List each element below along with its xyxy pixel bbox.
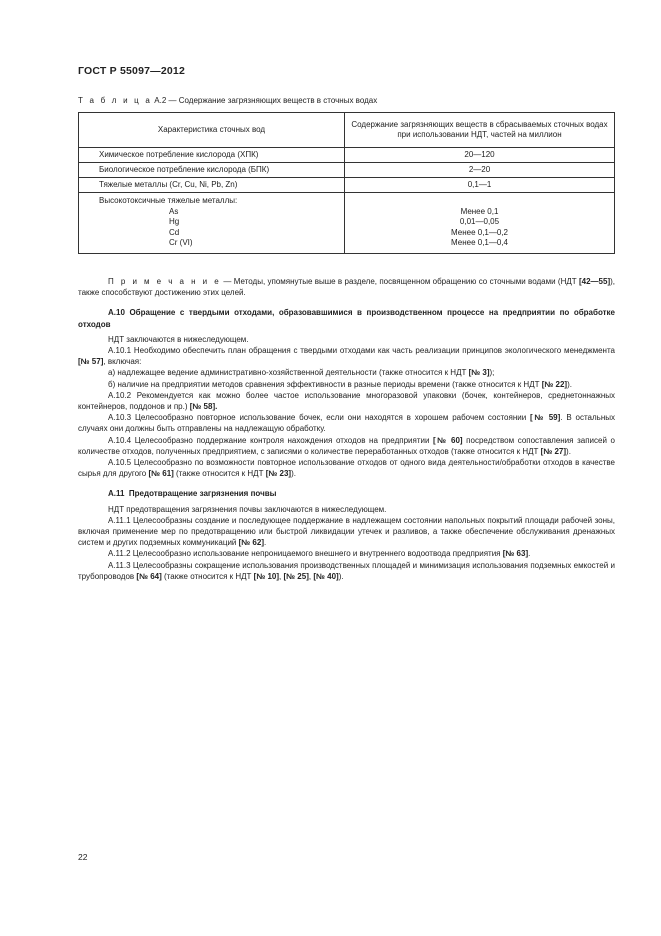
table-row xyxy=(79,148,615,163)
paragraph: А.10.3 Целесообразно повторное использование бочек, если они находятся в хорошем рабочем состоянии [№ 59]. В остальных случаях они должны быть отправлены на надлежащую обработку. xyxy=(78,413,616,434)
table-row xyxy=(79,178,615,193)
table-cell-value: 0,1—1 xyxy=(345,178,615,193)
metal-name: As xyxy=(169,206,179,216)
metal-value: Менее 0,1—0,4 xyxy=(451,238,508,247)
list-item: а) надлежащее ведение административно-хозяйственной деятельности (также относится к НДТ [№ 3]); xyxy=(108,368,495,378)
reference: [42—55] xyxy=(578,277,611,286)
table-caption-prefix: Т а б л и ц а xyxy=(78,96,153,105)
table-cell-label: Биологическое потребление кислорода (БПК) xyxy=(79,163,345,178)
reference: [№ 57] xyxy=(78,357,104,367)
table-caption-text: А.2 — Содержание загрязняющих веществ в сточных водах xyxy=(154,96,378,105)
table-cell-label: Химическое потребление кислорода (ХПК) xyxy=(79,148,345,163)
paragraph: А.10.5 Целесообразно по возможности повторное использование отходов от одного вида деятельности/обработки отходов в качестве сырья для другого [№ 61] (также относится к НДТ [№ 23]). xyxy=(78,458,615,479)
reference: [№ 27] xyxy=(540,446,567,456)
paragraph: А.11.1 Целесообразны создание и последующее поддержание в надлежащем состоянии напольных покрытий площади рабочей зоны, включая применение мер по предотвращению или быстрой ликвидации утечек и разливов, а также обеспечение обслуживания дренажных систем и других подземных коммуникаций [№ 62]. xyxy=(78,515,615,548)
note-prefix: П р и м е ч а н и е xyxy=(108,277,222,286)
paragraph: НДТ заключаются в нижеследующем. xyxy=(108,334,249,344)
reference: [№ 62] xyxy=(238,538,264,548)
paragraph: НДТ предотвращения загрязнения почвы заключаются в нижеследующем. xyxy=(108,504,387,514)
reference: [№ 60] xyxy=(433,435,463,445)
table-cell-label: Тяжелые металлы (Cr, Cu, Ni, Pb, Zn) xyxy=(79,178,345,193)
table-row-toxic-metals xyxy=(79,193,615,254)
reference: [№ 59] xyxy=(530,413,561,423)
paragraph: А.10.2 Рекомендуется как можно более частое использование многоразовой упаковки (бочек, контейнеров, среднетоннажных контейнеров, поддонов и пр.) [№ 58]. xyxy=(78,390,615,412)
document-body xyxy=(78,276,615,582)
list-item: б) наличие на предприятии методов сравнения эффективности в разные периоды времени (также относится к НДТ [№ 22]). xyxy=(108,379,572,389)
metal-value: Менее 0,1—0,2 xyxy=(451,227,508,237)
metal-name: Hg xyxy=(169,217,180,226)
table-cell-value: 2—20 xyxy=(345,163,615,178)
metal-value: Менее 0,1 xyxy=(460,206,499,216)
metal-name: Cr (VI) xyxy=(169,238,193,247)
metal-name: Cd xyxy=(169,227,180,237)
pollutants-table xyxy=(78,112,615,254)
table-cell-toxic-labels xyxy=(79,193,345,254)
document-header: ГОСТ Р 55097—2012 xyxy=(78,65,186,77)
table-note: П р и м е ч а н и е — Методы, упомянутые выше в разделе, посвященном обращению со сточными водами (НДТ [42—55]), также способствуют достижению этих целей. xyxy=(78,277,615,298)
section-a10-heading: А.10 Обращение с твердыми отходами, образовавшимися в производственном процессе на предприятии по обработке отходов xyxy=(78,308,615,329)
paragraph: А.11.2 Целесообразно использование непроницаемого внешнего и внутреннего водоотвода предприятия [№ 63]. xyxy=(108,549,531,559)
table-header-row xyxy=(79,113,615,148)
paragraph: А.10.1 Необходимо обеспечить план обращения с твердыми отходами как часть реализации принципов экологического менеджмента [№ 57], включая: xyxy=(78,346,615,367)
section-a11-heading: А.11 Предотвращение загрязнения почвы xyxy=(108,489,277,499)
reference: [№ 10] xyxy=(253,571,280,581)
reference: [№ 64] xyxy=(136,571,162,581)
table-header-characteristic: Характеристика сточных вод xyxy=(79,113,345,148)
paragraph: А.11.3 Целесообразны сокращение использования производственных площадей и минимизация использования подземных емкостей и трубопроводов [№ 64] (также относится к НДТ [№ 10], [№ 25], [№ 40]). xyxy=(78,560,615,581)
reference: [№ 3] xyxy=(468,368,490,378)
reference: [№ 61] xyxy=(148,469,174,479)
toxic-metals-label: Высокотоксичные тяжелые металлы: xyxy=(99,196,238,205)
reference: [№ 25] xyxy=(283,571,309,581)
reference: [№ 22] xyxy=(541,379,568,389)
page-number: 22 xyxy=(78,852,88,862)
table-cell-toxic-values xyxy=(345,193,615,254)
reference: [№ 40] xyxy=(313,571,339,581)
reference: [№ 23] xyxy=(265,469,292,479)
reference: [№ 58]. xyxy=(189,402,218,412)
table-cell-value: 20—120 xyxy=(345,148,615,163)
table-caption xyxy=(78,96,377,105)
table-header-content: Содержание загрязняющих веществ в сбрасываемых сточных водах при использовании НДТ, частей на миллион xyxy=(345,113,615,148)
table-row xyxy=(79,163,615,178)
paragraph: А.10.4 Целесообразно поддержание контроля нахождения отходов на предприятии [№ 60] посредством сопоставления записей о количестве отходов, полученных предприятием, с записями о количестве переработанных отходов (также относится к НДТ [№ 27]). xyxy=(78,435,615,456)
metal-value: 0,01—0,05 xyxy=(459,217,500,226)
reference: [№ 63] xyxy=(502,549,529,559)
